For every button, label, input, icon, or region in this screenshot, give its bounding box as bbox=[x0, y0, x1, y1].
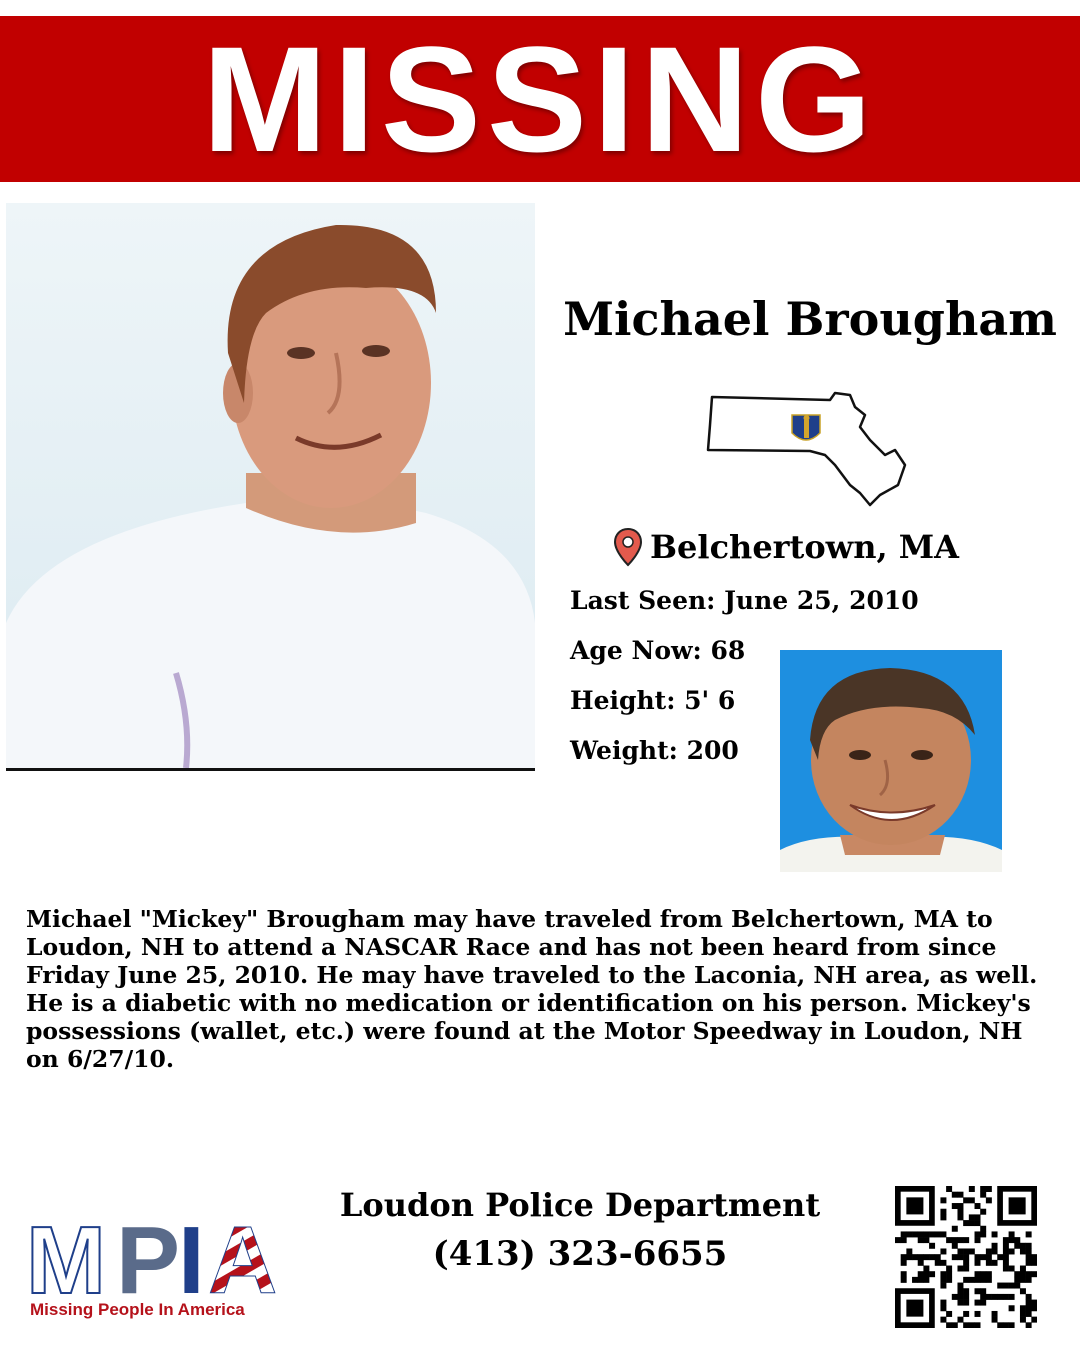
qr-code[interactable] bbox=[895, 1186, 1037, 1328]
massachusetts-map bbox=[700, 385, 910, 515]
last-seen: Last Seen: June 25, 2010 bbox=[570, 586, 919, 615]
location-pin-icon bbox=[612, 527, 644, 567]
logo-letter-p: P bbox=[116, 1207, 181, 1300]
height: Height: 5' 6 bbox=[570, 686, 736, 715]
logo-letter-a: A bbox=[208, 1207, 278, 1300]
weight: Weight: 200 bbox=[570, 736, 739, 765]
age-now: Age Now: 68 bbox=[570, 636, 746, 665]
logo-letter-i: I bbox=[178, 1207, 205, 1300]
contact-department: Loudon Police Department bbox=[339, 1186, 821, 1224]
location-text: Belchertown, MA bbox=[650, 528, 959, 566]
contact-phone[interactable]: (413) 323-6655 bbox=[432, 1234, 728, 1274]
person-name: Michael Brougham bbox=[563, 292, 1057, 346]
logo-letter-m: M bbox=[26, 1207, 106, 1300]
location bbox=[612, 522, 959, 572]
description: Michael "Mickey" Brougham may have traveled from Belchertown, MA to Loudon, NH to attend a NASCAR Race and has not been heard from since Friday June 25, 2010. He may have traveled to the Laconia, NH area, as well. He is a diabetic with no medication or identification on his person. Mickey's possessions (wallet, etc.) were found at the Motor Speedway in Loudon, NH on 6/27/10. bbox=[26, 905, 1038, 1073]
secondary-photo bbox=[780, 650, 1002, 872]
massachusetts-seal-icon bbox=[792, 415, 820, 440]
logo-caption: Missing People In America bbox=[30, 1300, 245, 1319]
missing-banner bbox=[0, 16, 1080, 182]
banner-title: MISSING bbox=[202, 15, 878, 183]
main-photo bbox=[6, 203, 535, 771]
